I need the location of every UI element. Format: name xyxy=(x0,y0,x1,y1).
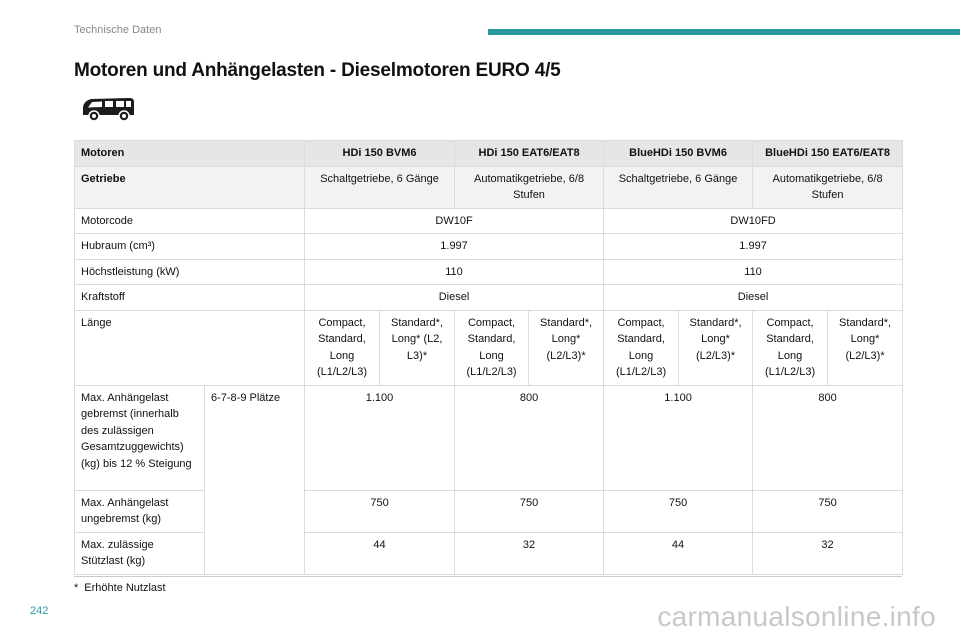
page-title: Motoren und Anhängelasten - Dieselmotoren EURO 4/5 xyxy=(74,60,561,81)
row-label: Getriebe xyxy=(75,166,305,208)
header-col: BlueHDi 150 EAT6/EAT8 xyxy=(753,141,903,167)
table-cell: Standard*, Long* (L2/L3)* xyxy=(828,310,903,385)
table-cell: Compact, Standard, Long (L1/L2/L3) xyxy=(455,310,529,385)
table-cell: Standard*, Long* (L2, L3)* xyxy=(380,310,455,385)
table-cell: Diesel xyxy=(305,285,604,311)
table-cell: 1.997 xyxy=(305,234,604,260)
table-cell: 32 xyxy=(455,532,604,574)
table-cell: 110 xyxy=(305,259,604,285)
table-cell: Schaltgetriebe, 6 Gänge xyxy=(305,166,455,208)
motorcode-row xyxy=(75,208,903,234)
table-cell: Compact, Standard, Long (L1/L2/L3) xyxy=(604,310,679,385)
engine-data-table xyxy=(74,140,903,575)
footnote-divider xyxy=(74,576,902,577)
row-label: Höchstleistung (kW) xyxy=(75,259,305,285)
table-cell: DW10F xyxy=(305,208,604,234)
row-label: Max. Anhängelast gebremst (innerhalb des zulässigen Gesamtzuggewichts) (kg) bis 12 % Steigung xyxy=(75,385,205,490)
header-col: HDi 150 BVM6 xyxy=(305,141,455,167)
table-cell: 750 xyxy=(604,490,753,532)
gearbox-row xyxy=(75,166,903,208)
table-cell: Automatikgetriebe, 6/8 Stufen xyxy=(455,166,604,208)
watermark: carmanualsonline.info xyxy=(657,601,936,632)
table-cell: 800 xyxy=(455,385,604,490)
power-row xyxy=(75,259,903,285)
accent-bar xyxy=(488,29,960,35)
footnote xyxy=(74,582,166,594)
row-label: Kraftstoff xyxy=(75,285,305,311)
section-label: Technische Daten xyxy=(74,24,162,36)
table-cell: DW10FD xyxy=(604,208,903,234)
page-number: 242 xyxy=(30,605,49,617)
table-cell: Standard*, Long* (L2/L3)* xyxy=(679,310,753,385)
table-cell: Diesel xyxy=(604,285,903,311)
unbraked-tow-row xyxy=(75,490,903,532)
table-cell: Compact, Standard, Long (L1/L2/L3) xyxy=(753,310,828,385)
length-row xyxy=(75,310,903,385)
fuel-row xyxy=(75,285,903,311)
header-col: HDi 150 EAT6/EAT8 xyxy=(455,141,604,167)
braked-tow-row xyxy=(75,385,903,490)
seats-label: 6-7-8-9 Plätze xyxy=(205,385,305,574)
table-cell: 750 xyxy=(305,490,455,532)
table-cell: Compact, Standard, Long (L1/L2/L3) xyxy=(305,310,380,385)
table-cell: 44 xyxy=(604,532,753,574)
table-cell: 44 xyxy=(305,532,455,574)
table-cell: Schaltgetriebe, 6 Gänge xyxy=(604,166,753,208)
table-cell: 1.100 xyxy=(604,385,753,490)
row-label: Max. zulässige Stützlast (kg) xyxy=(75,532,205,574)
row-label: Motorcode xyxy=(75,208,305,234)
footnote-symbol: * xyxy=(74,582,79,594)
table-cell: 750 xyxy=(455,490,604,532)
row-label: Länge xyxy=(75,310,305,385)
row-label: Max. Anhängelast ungebremst (kg) xyxy=(75,490,205,532)
row-label: Hubraum (cm³) xyxy=(75,234,305,260)
table-cell: 110 xyxy=(604,259,903,285)
table-header-row xyxy=(75,141,903,167)
header-col: BlueHDi 150 BVM6 xyxy=(604,141,753,167)
table-cell: 1.100 xyxy=(305,385,455,490)
nose-weight-row xyxy=(75,532,903,574)
table-cell: 1.997 xyxy=(604,234,903,260)
table-cell: 32 xyxy=(753,532,903,574)
table-cell: Automatikgetriebe, 6/8 Stufen xyxy=(753,166,903,208)
table-cell: 750 xyxy=(753,490,903,532)
footnote-text: Erhöhte Nutzlast xyxy=(84,582,166,594)
header-label: Motoren xyxy=(75,141,305,167)
displacement-row xyxy=(75,234,903,260)
table-cell: 800 xyxy=(753,385,903,490)
table-cell: Standard*, Long* (L2/L3)* xyxy=(529,310,604,385)
van-icon xyxy=(80,95,136,123)
